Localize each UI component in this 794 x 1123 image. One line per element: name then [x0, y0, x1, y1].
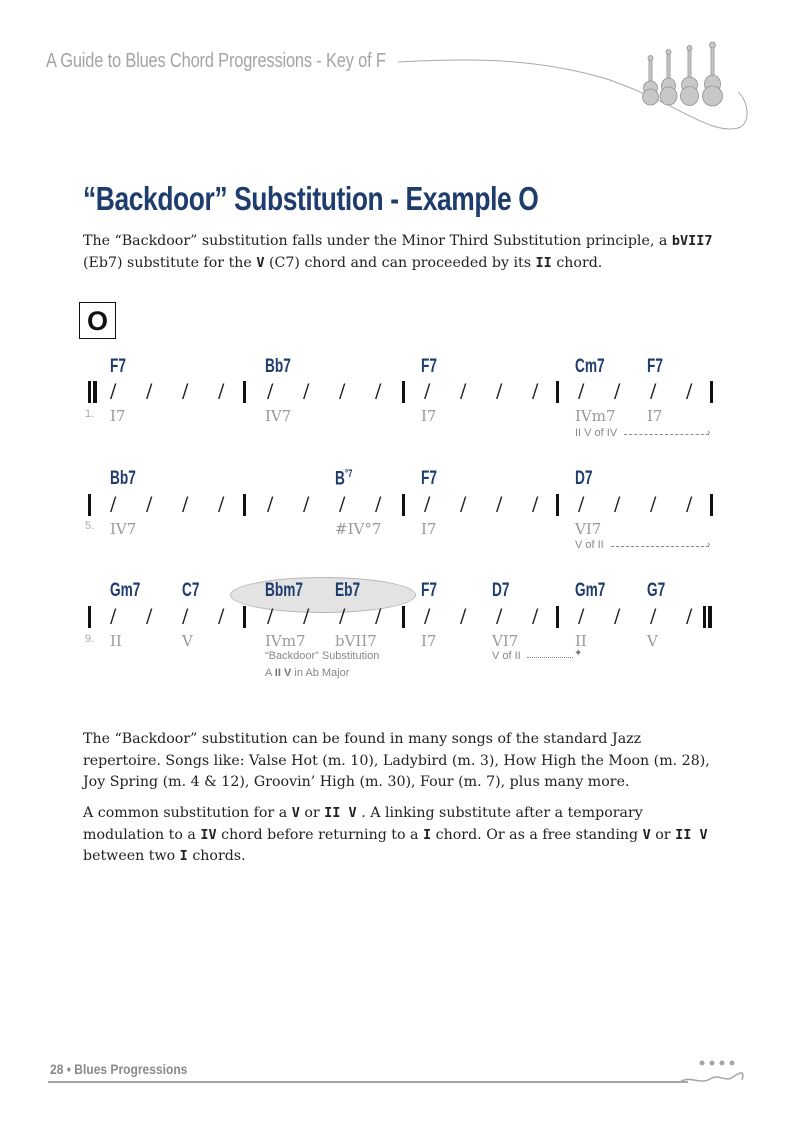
roman-numeral: V [182, 632, 193, 650]
arrow-up-icon: ✦ [574, 648, 583, 659]
footer-divider [48, 1081, 688, 1083]
bar-line [402, 606, 405, 628]
beat-slash: / [375, 493, 382, 515]
beat-slash: / [532, 493, 539, 515]
roman-numeral: IVm7 [265, 632, 306, 650]
page-title: “Backdoor” Substitution - Example O [83, 180, 539, 217]
footer-page-label: 28 • Blues Progressions [50, 1061, 188, 1077]
chord: F7 [421, 356, 437, 377]
bar-number: 9. [85, 633, 95, 645]
chord: C7 [182, 580, 200, 601]
chord: F7 [421, 580, 437, 601]
chord: Cm7 [575, 356, 605, 377]
beat-slash: / [532, 380, 539, 402]
bar-line [710, 381, 713, 403]
beat-slash: / [303, 605, 310, 627]
bar-line [556, 381, 559, 403]
annotation-ii-v-of-iv: II V of IV [575, 427, 618, 439]
beat-slash: / [650, 380, 657, 402]
chord: Gm7 [110, 580, 141, 601]
roman-numeral: I7 [421, 520, 437, 538]
roman-numeral: VI7 [575, 520, 602, 538]
annotation-backdoor: “Backdoor” Substitution [265, 650, 380, 662]
bar-line [243, 606, 246, 628]
beat-slash: / [182, 605, 189, 627]
bar-line [710, 494, 713, 516]
roman-numeral: I7 [647, 407, 663, 425]
beat-slash: / [267, 493, 274, 515]
ukulele-icon [643, 42, 723, 106]
roman-numeral: IV7 [110, 520, 137, 538]
bar-number: 1. [85, 408, 95, 420]
beat-slash: / [496, 605, 503, 627]
roman-numeral: VI7 [492, 632, 519, 650]
bar-line [88, 494, 91, 516]
beat-slash: / [218, 380, 225, 402]
roman-numeral: II [575, 632, 587, 650]
beat-slash: / [578, 380, 585, 402]
beat-slash: / [267, 605, 274, 627]
beat-slash: / [496, 380, 503, 402]
arrow-right-icon: › [707, 540, 711, 550]
roman-numeral: IVm7 [575, 407, 616, 425]
bar-line [243, 494, 246, 516]
beat-slash: / [182, 493, 189, 515]
beat-slash: / [339, 493, 346, 515]
beat-slash: / [460, 605, 467, 627]
beat-slash: / [267, 380, 274, 402]
beat-slash: / [614, 380, 621, 402]
chord: Eb7 [335, 580, 361, 601]
beat-slash: / [146, 493, 153, 515]
beat-slash: / [424, 380, 431, 402]
chord: F7 [110, 356, 126, 377]
footer-decoration-icon [670, 1055, 750, 1090]
beat-slash: / [218, 493, 225, 515]
bar-line [556, 606, 559, 628]
roman-numeral: bVII7 [335, 632, 377, 650]
beat-slash: / [686, 605, 693, 627]
chord: Gm7 [575, 580, 606, 601]
beat-slash: / [614, 605, 621, 627]
outro-paragraph-1: The “Backdoor” substitution can be found in many songs of the standard Jazz repertoire. Songs like: Valse Hot (m. 10), Ladybird (m. 3), How High the Moon (m. 28), Joy Spring (m. 4 & 12), Groovin’ High (m. 30), Four (m. 7), plus many more. [83, 731, 710, 790]
beat-slash: / [614, 493, 621, 515]
chord: $B^{^\circ 7}$ [335, 468, 353, 490]
roman-numeral: I7 [421, 407, 437, 425]
beat-slash: / [460, 493, 467, 515]
roman-numeral: II [110, 632, 122, 650]
beat-slash: / [218, 605, 225, 627]
arrow-right-icon: › [707, 428, 711, 438]
bar-line [402, 494, 405, 516]
beat-slash: / [339, 380, 346, 402]
example-label-box: O [79, 302, 116, 339]
roman-numeral: I7 [110, 407, 126, 425]
bar-line [556, 494, 559, 516]
bar-line-thick [708, 606, 712, 628]
dashed-arrow [611, 546, 709, 547]
chord: D7 [492, 580, 510, 601]
beat-slash: / [686, 380, 693, 402]
bar-line [88, 606, 91, 628]
chord: Bb7 [110, 468, 136, 489]
chord: F7 [647, 356, 663, 377]
chord: F7 [421, 468, 437, 489]
intro-paragraph: The “Backdoor” substitution falls under the Minor Third Substitution principle, a bVII7 (Eb7) substitute for the V (C7) chord and can proceeded by its II chord. [83, 233, 713, 271]
roman-numeral: #IV°7 [335, 520, 382, 538]
beat-slash: / [578, 493, 585, 515]
dashed-arrow [527, 657, 573, 658]
roman-numeral: IV7 [265, 407, 292, 425]
beat-slash: / [424, 605, 431, 627]
beat-slash: / [496, 493, 503, 515]
dashed-arrow [624, 434, 709, 435]
beat-slash: / [110, 380, 117, 402]
beat-slash: / [182, 380, 189, 402]
beat-slash: / [686, 493, 693, 515]
chord: D7 [575, 468, 593, 489]
chord: G7 [647, 580, 666, 601]
beat-slash: / [424, 493, 431, 515]
beat-slash: / [578, 605, 585, 627]
header-decoration [0, 0, 794, 150]
beat-slash: / [303, 493, 310, 515]
annotation-v-of-ii: V of II [492, 650, 521, 662]
bar-line [243, 381, 246, 403]
beat-slash: / [650, 605, 657, 627]
bar-line [402, 381, 405, 403]
bar-number: 5. [85, 520, 95, 532]
header-title: A Guide to Blues Chord Progressions - Key of F [46, 50, 386, 72]
beat-slash: / [375, 380, 382, 402]
beat-slash: / [146, 605, 153, 627]
beat-slash: / [650, 493, 657, 515]
roman-numeral: V [647, 632, 658, 650]
beat-slash: / [460, 380, 467, 402]
bar-line [703, 606, 706, 628]
beat-slash: / [375, 605, 382, 627]
backdoor-highlight [230, 577, 416, 613]
beat-slash: / [303, 380, 310, 402]
outro-paragraph-2: A common substitution for a V or II V . A linking substitute after a temporary modulation to a IV chord before returning to a I chord. Or as a free standing V or II V between two I chords. [83, 805, 708, 864]
bar-line [88, 381, 91, 403]
annotation-v-of-ii: V of II [575, 539, 604, 551]
beat-slash: / [146, 380, 153, 402]
beat-slash: / [532, 605, 539, 627]
beat-slash: / [110, 493, 117, 515]
chord: Bb7 [265, 356, 291, 377]
bar-line-thick [93, 381, 97, 403]
beat-slash: / [110, 605, 117, 627]
chord: Bbm7 [265, 580, 304, 601]
roman-numeral: I7 [421, 632, 437, 650]
annotation-ab-major: A II V in Ab Major [265, 667, 350, 679]
beat-slash: / [339, 605, 346, 627]
